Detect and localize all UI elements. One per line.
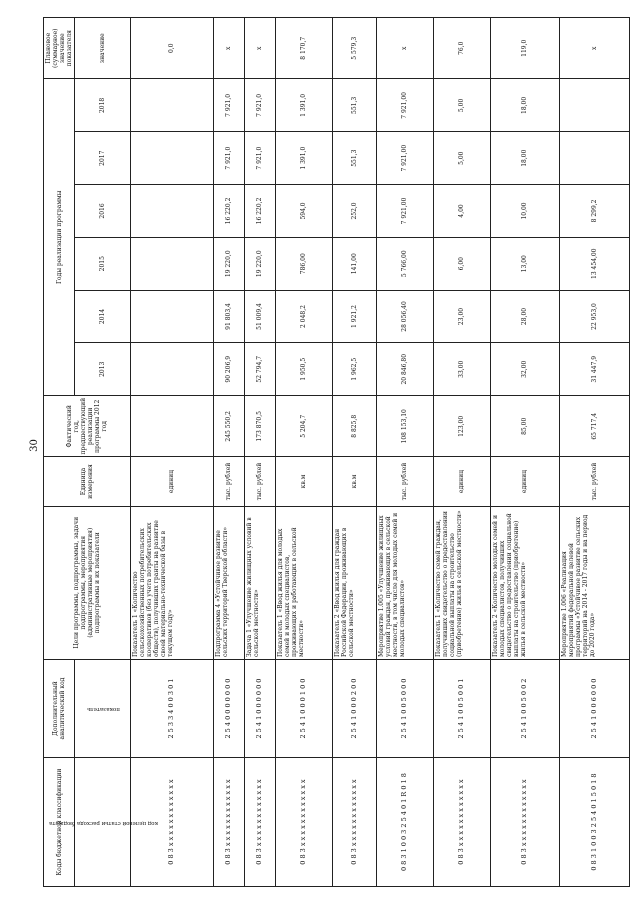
year-value-cell: 51 009,4 bbox=[244, 290, 275, 343]
budget-code-cell: 0 8 3 x x x x x x x x x x x x bbox=[244, 758, 275, 887]
analytic-code-cell: 2 5 4 1 0 0 6 0 0 0 bbox=[560, 659, 630, 757]
program-table bbox=[43, 17, 630, 887]
fact-value-cell: 8 825,8 bbox=[332, 396, 376, 457]
year-value-cell: 1 950,5 bbox=[275, 343, 332, 396]
year-value-cell: 7 921,00 bbox=[376, 132, 433, 185]
analytic-code-cell: 2 5 4 1 0 0 5 0 0 2 bbox=[490, 659, 560, 757]
year-value-cell: 31 447,9 bbox=[560, 343, 630, 396]
target-value-cell: x bbox=[244, 18, 275, 79]
table-row bbox=[332, 18, 376, 887]
year-value-cell: 18,00 bbox=[490, 79, 560, 132]
year-value-cell: 28 056,40 bbox=[376, 290, 433, 343]
budget-code-cell: 0 8 3 x x x x x x x x x x x x bbox=[131, 758, 214, 887]
year-value-cell: 5,00 bbox=[433, 132, 490, 185]
target-value-header: Плановое (суммарное) значение показателя bbox=[44, 18, 75, 79]
year-value-cell: 2 048,2 bbox=[275, 290, 332, 343]
unit-cell: единиц bbox=[131, 457, 214, 506]
budget-code-cell: 0 8 3 1 0 0 3 2 5 4 0 1 5 0 1 8 bbox=[560, 758, 630, 887]
year-header: 2013 bbox=[75, 343, 131, 396]
unit-cell: единиц bbox=[433, 457, 490, 506]
year-value-cell: 28,00 bbox=[490, 290, 560, 343]
program-name-header: Цели программы, подпрограммы, задачи подпрограммы, мероприятия (административные мероприятия) подпрограммы и их показатели bbox=[44, 506, 131, 659]
year-value-cell: 1 391,0 bbox=[275, 79, 332, 132]
year-value-cell: 1 962,5 bbox=[332, 343, 376, 396]
budget-subheader: код целевой статьи расхода бюджета bbox=[75, 758, 131, 887]
year-value-cell: 32,00 bbox=[490, 343, 560, 396]
budget-code-cell: 0 8 3 x x x x x x x x x x x x bbox=[275, 758, 332, 887]
year-value-cell: 1 921,2 bbox=[332, 290, 376, 343]
target-value-cell: x bbox=[560, 18, 630, 79]
year-value-cell bbox=[131, 185, 214, 238]
year-value-cell: 7 921,0 bbox=[213, 79, 244, 132]
target-value-cell: 76,0 bbox=[433, 18, 490, 79]
target-value-cell: x bbox=[376, 18, 433, 79]
year-value-cell bbox=[131, 79, 214, 132]
fact-value-cell: 123,00 bbox=[433, 396, 490, 457]
budget-codes-header: Коды бюджетной классификации bbox=[44, 758, 75, 887]
year-header: 2014 bbox=[75, 290, 131, 343]
fact-value-cell: 65 717,4 bbox=[560, 396, 630, 457]
year-value-cell: 19 220,0 bbox=[213, 237, 244, 290]
program-table-sheet bbox=[43, 17, 630, 887]
year-value-cell: 551,3 bbox=[332, 132, 376, 185]
year-value-cell: 4,00 bbox=[433, 185, 490, 238]
analytic-subheader: показатель bbox=[75, 659, 131, 757]
analytic-code-cell: 2 5 4 1 0 0 5 0 0 0 bbox=[376, 659, 433, 757]
budget-code-cell: 0 8 3 x x x x x x x x x x x x bbox=[332, 758, 376, 887]
year-value-cell: 13,00 bbox=[490, 237, 560, 290]
unit-cell: тыс. рублей bbox=[376, 457, 433, 506]
year-value-cell: 91 803,4 bbox=[213, 290, 244, 343]
row-name-cell: Показатель 1 «Количество семей граждан, получивших свидетельство о предоставлении социальной выплаты на строительство (приобретение) жилья в сельской местности» bbox=[433, 506, 490, 659]
budget-code-cell: 0 8 3 1 0 0 3 2 5 4 0 1 R 0 1 8 bbox=[376, 758, 433, 887]
year-value-cell bbox=[131, 290, 214, 343]
year-value-cell: 13 454,00 bbox=[560, 237, 630, 290]
year-header: 2016 bbox=[75, 185, 131, 238]
fact-year-header: Фактический год, предшествующий реализации программы 2012 год bbox=[44, 396, 131, 457]
fact-value-cell: 85,00 bbox=[490, 396, 560, 457]
table-row bbox=[490, 18, 560, 887]
row-name-cell: Показатель 1 «Количество сельскохозяйственных потребительских кооперативов (без учета потребительских обществ), получивших гранты на развитие своей материально-технической базы в текущем году» bbox=[131, 506, 214, 659]
year-value-cell: 252,0 bbox=[332, 185, 376, 238]
year-value-cell: 6,00 bbox=[433, 237, 490, 290]
year-header: 2017 bbox=[75, 132, 131, 185]
year-value-cell: 16 220,2 bbox=[244, 185, 275, 238]
table-row bbox=[213, 18, 244, 887]
table-row bbox=[433, 18, 490, 887]
year-value-cell: 8 299,2 bbox=[560, 185, 630, 238]
year-value-cell bbox=[131, 132, 214, 185]
year-value-cell: 7 921,0 bbox=[213, 132, 244, 185]
year-value-cell bbox=[131, 237, 214, 290]
row-name-cell: Показатель 1 «Ввод жилья для молодых семей и молодых специалистов, проживающих и работающих в сельской местности» bbox=[275, 506, 332, 659]
row-name-cell: Задача 1 «Улучшение жилищных условий в сельской местности» bbox=[244, 506, 275, 659]
table-row bbox=[244, 18, 275, 887]
analytic-code-cell: 2 5 4 0 0 0 0 0 0 0 bbox=[213, 659, 244, 757]
year-value-cell: 19 220,0 bbox=[244, 237, 275, 290]
year-value-cell bbox=[131, 343, 214, 396]
year-value-cell: 90 206,9 bbox=[213, 343, 244, 396]
row-name-cell: Мероприятие 1.005 «Улучшение жилищных условий граждан, проживающих в сельской местности, в том числе для молодых семей и молодых специалистов» bbox=[376, 506, 433, 659]
fact-value-cell: 5 204,7 bbox=[275, 396, 332, 457]
unit-header: Единица измерения bbox=[44, 457, 131, 506]
unit-cell: кв.м bbox=[275, 457, 332, 506]
target-subheader: значение bbox=[75, 18, 131, 79]
unit-cell: тыс. рублей bbox=[213, 457, 244, 506]
budget-code-cell: 0 8 3 x x x x x x x x x x x x bbox=[433, 758, 490, 887]
table-row bbox=[275, 18, 332, 887]
fact-value-cell: 173 870,5 bbox=[244, 396, 275, 457]
page-number: 30 bbox=[28, 439, 40, 452]
unit-cell: тыс. рублей bbox=[244, 457, 275, 506]
row-name-cell: Показатель 2 «Количество молодых семей и молодых специалистов, получивших свидетельство о предоставлении социальной выплаты на строительство (приобретение) жилья в сельской местности» bbox=[490, 506, 560, 659]
year-value-cell: 551,3 bbox=[332, 79, 376, 132]
year-value-cell bbox=[560, 132, 630, 185]
fact-value-cell bbox=[131, 396, 214, 457]
budget-code-cell: 0 8 3 x x x x x x x x x x x x bbox=[490, 758, 560, 887]
unit-cell: кв.м bbox=[332, 457, 376, 506]
year-value-cell: 18,00 bbox=[490, 132, 560, 185]
fact-value-cell: 245 550,2 bbox=[213, 396, 244, 457]
year-header: 2015 bbox=[75, 237, 131, 290]
year-value-cell: 786,00 bbox=[275, 237, 332, 290]
year-value-cell: 7 921,00 bbox=[376, 79, 433, 132]
year-value-cell: 5 766,00 bbox=[376, 237, 433, 290]
fact-value-cell: 108 153,10 bbox=[376, 396, 433, 457]
year-value-cell: 20 846,80 bbox=[376, 343, 433, 396]
target-value-cell: 8 170,7 bbox=[275, 18, 332, 79]
row-name-cell: Мероприятие 1.006 «Реализация мероприятий федеральной целевой программы «Устойчивое развитие сельских территорий на 2014 - 2017 годы и на период до 2020 года» bbox=[560, 506, 630, 659]
year-value-cell: 5,00 bbox=[433, 79, 490, 132]
year-value-cell: 7 921,0 bbox=[244, 79, 275, 132]
table-row bbox=[376, 18, 433, 887]
year-value-cell: 52 794,7 bbox=[244, 343, 275, 396]
table-row bbox=[131, 18, 214, 887]
year-value-cell: 33,00 bbox=[433, 343, 490, 396]
unit-cell: тыс. рублей bbox=[560, 457, 630, 506]
budget-code-cell: 0 8 3 x x x x x x x x x x x x bbox=[213, 758, 244, 887]
year-value-cell: 594,0 bbox=[275, 185, 332, 238]
unit-cell: единиц bbox=[490, 457, 560, 506]
analytic-code-cell: 2 5 4 1 0 0 5 0 0 1 bbox=[433, 659, 490, 757]
analytic-code-cell: 2 5 4 1 0 0 0 0 0 0 bbox=[244, 659, 275, 757]
year-value-cell bbox=[560, 79, 630, 132]
year-value-cell: 7 921,00 bbox=[376, 185, 433, 238]
analytic-code-header: Дополнительный аналитический код bbox=[44, 659, 75, 757]
year-value-cell: 141,00 bbox=[332, 237, 376, 290]
row-name-cell: Подпрограмма 4 «Устойчивое развитие сельских территорий Тверской области» bbox=[213, 506, 244, 659]
target-value-cell: x bbox=[213, 18, 244, 79]
year-value-cell: 10,00 bbox=[490, 185, 560, 238]
year-header: 2018 bbox=[75, 79, 131, 132]
table-row bbox=[560, 18, 630, 887]
target-value-cell: 5 579,3 bbox=[332, 18, 376, 79]
year-value-cell: 16 220,2 bbox=[213, 185, 244, 238]
years-group-header: Годы реализации программы bbox=[44, 79, 75, 396]
analytic-code-cell: 2 5 4 1 0 0 0 2 0 0 bbox=[332, 659, 376, 757]
row-name-cell: Показатель 2 «Ввод жилья для граждан Российской Федерации, проживающих в сельской местности» bbox=[332, 506, 376, 659]
target-value-cell: 119,0 bbox=[490, 18, 560, 79]
year-value-cell: 7 921,0 bbox=[244, 132, 275, 185]
year-value-cell: 22 953,0 bbox=[560, 290, 630, 343]
year-value-cell: 23,00 bbox=[433, 290, 490, 343]
analytic-code-cell: 2 5 3 3 4 0 0 3 0 1 bbox=[131, 659, 214, 757]
analytic-code-cell: 2 5 4 1 0 0 0 1 0 0 bbox=[275, 659, 332, 757]
target-value-cell: 0,0 bbox=[131, 18, 214, 79]
year-value-cell: 1 391,0 bbox=[275, 132, 332, 185]
